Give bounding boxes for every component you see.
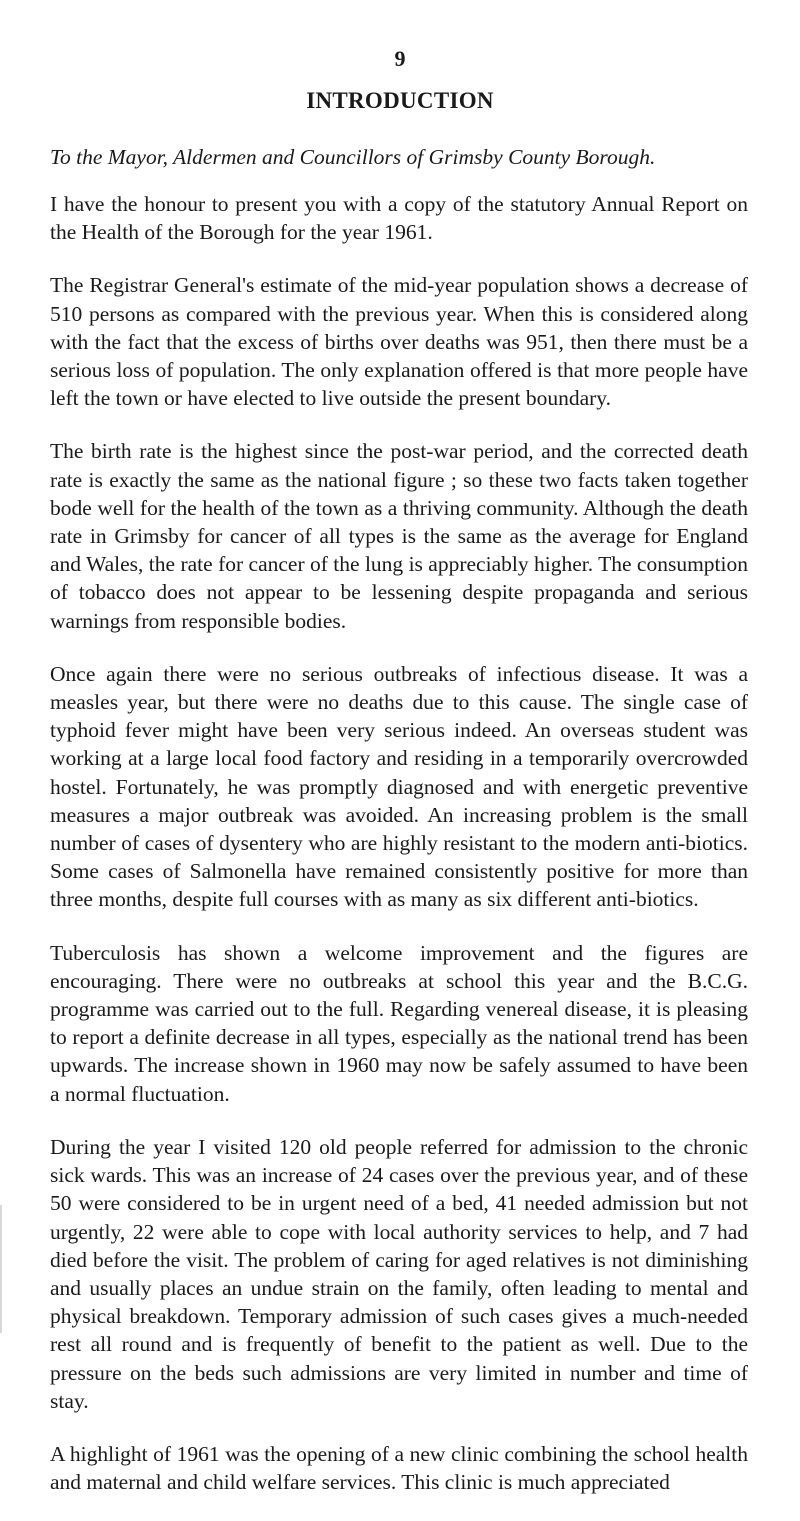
paragraph-new-clinic: A highlight of 1961 was the opening of a new clinic combining the school health and maternal and child welfare services. This clinic is much appreciated xyxy=(50,1441,748,1495)
paragraph-birth-death-rates: The birth rate is the highest since the post-war period, and the corrected death rate is exactly the same as the national figure ; so these two facts taken together bode well for the health of the town as a thriving community. Although the death rate in Grimsby for cancer of all types is the same as the average for England and Wales, the rate for cancer of the lung is appreciably higher. The consumption of tobacco does not appear to be lessening despite propaganda and serious warnings from responsible bodies. xyxy=(50,439,748,633)
scan-edge-mark xyxy=(0,1205,2,1333)
paragraph-infectious-disease: Once again there were no serious outbreaks of infectious disease. It was a measles year, but there were no deaths due to this cause. The single case of typhoid fever might have been very serious indeed. An overseas student was working at a large local food factory and residing in a temporarily overcrowded hostel. Fortunately, he was promptly diagnosed and with energetic preventive measures a major outbreak was avoided. An increasing problem is the small number of cases of dysentery who are highly resistant to the modern anti-biotics. Some cases of Salmonella have remained consistently positive for more than three months, despite full courses with as many as six different anti-biotics. xyxy=(50,661,748,912)
body-text xyxy=(50,190,748,1521)
salutation: To the Mayor, Aldermen and Councillors of Grimsby County Borough. xyxy=(50,145,656,169)
page-title: INTRODUCTION xyxy=(306,88,494,113)
page-number: 9 xyxy=(394,46,406,71)
paragraph-report-intro: I have the honour to present you with a copy of the statutory Annual Report on the Health of the Borough for the year 1961. xyxy=(50,192,748,245)
paragraph-population: The Registrar General's estimate of the mid-year population shows a decrease of 510 persons as compared with the previous year. When this is considered along with the fact that the excess of births over deaths was 951, then there must be a serious loss of population. The only explanation offered is that more people have left the town or have elected to live outside the present boundary. xyxy=(50,273,748,411)
paragraph-old-people: During the year I visited 120 old people referred for admission to the chronic sick wards. This was an increase of 24 cases over the previous year, and of these 50 were considered to be in urgent need of a bed, 41 needed admission but not urgently, 22 were able to cope with local authority services to help, and 7 had died before the visit. The problem of caring for aged relatives is not diminishing and usually places an undue strain on the family, often leading to mental and physical breakdown. Temporary admission of such cases gives a much-needed rest all round and is frequently of benefit to the patient as well. Due to the pressure on the beds such admissions are very limited in number and time of stay. xyxy=(50,1134,748,1413)
paragraph-tuberculosis: Tuberculosis has shown a welcome improvement and the figures are encouraging. There were no outbreaks at school this year and the B.C.G. programme was carried out to the full. Regarding venereal disease, it is pleasing to report a definite decrease in all types, especially as the national trend has been upwards. The increase shown in 1960 may now be safely assumed to have been a normal fluctuation. xyxy=(50,940,748,1106)
